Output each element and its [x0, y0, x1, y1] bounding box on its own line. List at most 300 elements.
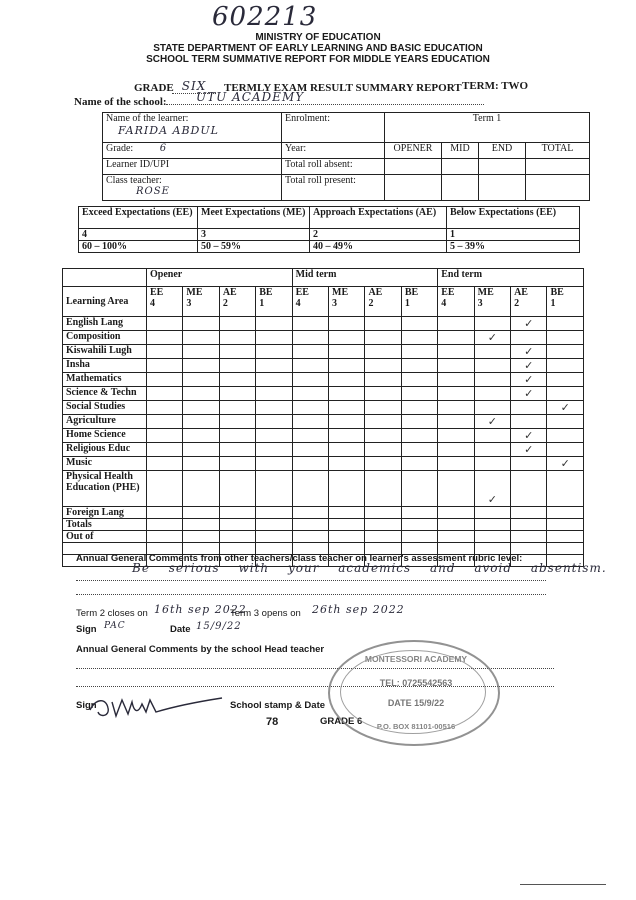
- subject-label: Social Studies: [63, 401, 147, 415]
- level-code: ME: [332, 287, 349, 298]
- subject-label: Agriculture: [63, 415, 147, 429]
- result-cell: [547, 359, 584, 373]
- result-cell: [365, 471, 401, 507]
- result-cell: [292, 471, 328, 507]
- level-header: [292, 287, 328, 317]
- sign-label-2: Sign: [76, 700, 97, 711]
- result-cell: [292, 519, 328, 531]
- table-row: [63, 457, 584, 471]
- col-total: TOTAL: [526, 143, 590, 159]
- learner-name-value: FARIDA ABDUL: [118, 124, 219, 137]
- result-cell: [292, 317, 328, 331]
- result-tick: ✓: [474, 331, 510, 345]
- opener-header: Opener: [147, 269, 293, 287]
- result-cell: [147, 471, 183, 507]
- teacher-cell: [103, 175, 282, 201]
- result-cell: [329, 507, 365, 519]
- sign-value-1: PAC: [104, 621, 126, 631]
- result-cell: [147, 415, 183, 429]
- table-row: [63, 507, 584, 519]
- result-cell: [256, 429, 292, 443]
- subject-label: Science & Techn: [63, 387, 147, 401]
- result-cell: [256, 531, 292, 543]
- level-code: BE: [259, 287, 273, 298]
- subject-label: Kiswahili Lugh: [63, 345, 147, 359]
- result-cell: [183, 457, 219, 471]
- result-cell: [183, 415, 219, 429]
- result-cell: [219, 373, 255, 387]
- result-cell: [401, 387, 437, 401]
- result-tick: ✓: [511, 359, 547, 373]
- report-title: TERMLY EXAM RESULT SUMMARY REPORT: [224, 82, 462, 94]
- table-row: [63, 471, 584, 507]
- result-cell: [329, 471, 365, 507]
- result-cell: [474, 507, 510, 519]
- subject-label: Totals: [63, 519, 147, 531]
- subject-label: Composition: [63, 331, 147, 345]
- result-cell: [183, 471, 219, 507]
- rubric-be-points: 1: [447, 229, 580, 241]
- grade-cell: [103, 143, 282, 159]
- result-cell: [438, 471, 474, 507]
- empty-cell: [547, 543, 584, 555]
- term1-label: Term 1: [385, 113, 590, 143]
- result-cell: [365, 507, 401, 519]
- result-cell: [547, 387, 584, 401]
- term-label: TERM: TWO: [462, 80, 529, 92]
- table-row: [63, 531, 584, 543]
- level-code: BE: [404, 287, 419, 298]
- level-header: [183, 287, 219, 317]
- result-cell: [183, 429, 219, 443]
- result-cell: [438, 331, 474, 345]
- table-row: [63, 401, 584, 415]
- present-label: Total roll present:: [282, 175, 385, 201]
- result-cell: [365, 387, 401, 401]
- result-cell: [219, 443, 255, 457]
- rubric-ae-range: 40 – 49%: [310, 241, 447, 253]
- subject-label: Religious Educ: [63, 443, 147, 457]
- level-header: [365, 287, 401, 317]
- rubric-be: Below Expectations (EE): [447, 207, 580, 229]
- result-cell: [547, 317, 584, 331]
- result-cell: [401, 345, 437, 359]
- result-cell: [511, 507, 547, 519]
- result-cell: [329, 331, 365, 345]
- result-cell: [219, 387, 255, 401]
- empty-cell: [479, 159, 526, 175]
- result-cell: [183, 373, 219, 387]
- result-tick: ✓: [511, 345, 547, 359]
- result-cell: [329, 345, 365, 359]
- result-cell: [474, 429, 510, 443]
- result-cell: [147, 429, 183, 443]
- result-cell: [438, 345, 474, 359]
- result-cell: [329, 443, 365, 457]
- result-cell: [474, 531, 510, 543]
- grade-label: GRADE: [134, 82, 174, 94]
- result-cell: [219, 415, 255, 429]
- result-cell: [219, 331, 255, 345]
- rubric-ae-points: 2: [310, 229, 447, 241]
- result-cell: [547, 471, 584, 507]
- subject-label: Out of: [63, 531, 147, 543]
- subject-label: English Lang: [63, 317, 147, 331]
- result-tick: ✓: [511, 429, 547, 443]
- result-cell: [183, 507, 219, 519]
- col-end: END: [479, 143, 526, 159]
- level-code: AE: [368, 287, 383, 298]
- teacher-label: Class teacher:: [106, 175, 162, 186]
- empty-cell: [442, 175, 479, 201]
- school-label: Name of the school:: [74, 96, 167, 108]
- result-cell: [438, 373, 474, 387]
- result-cell: [219, 519, 255, 531]
- result-cell: [256, 387, 292, 401]
- level-header: [474, 287, 510, 317]
- result-cell: [292, 531, 328, 543]
- result-tick: ✓: [511, 317, 547, 331]
- result-cell: [329, 373, 365, 387]
- result-cell: [474, 359, 510, 373]
- result-cell: [183, 519, 219, 531]
- table-row: [63, 331, 584, 345]
- teacher-value: ROSE: [136, 186, 170, 197]
- empty-cell: [526, 175, 590, 201]
- term3-label: Term 3 opens on: [230, 608, 301, 619]
- sign-label-1: Sign: [76, 624, 97, 635]
- result-cell: [183, 317, 219, 331]
- result-cell: [474, 443, 510, 457]
- result-cell: [147, 359, 183, 373]
- result-cell: [511, 471, 547, 507]
- result-cell: [401, 457, 437, 471]
- result-cell: [438, 387, 474, 401]
- result-cell: [147, 387, 183, 401]
- result-cell: [474, 401, 510, 415]
- result-cell: [365, 401, 401, 415]
- result-cell: [256, 373, 292, 387]
- result-cell: [147, 345, 183, 359]
- result-cell: [256, 317, 292, 331]
- table-row: [63, 519, 584, 531]
- result-cell: [511, 401, 547, 415]
- result-cell: [438, 401, 474, 415]
- level-points: 1: [550, 298, 556, 309]
- rubric-me-points: 3: [198, 229, 310, 241]
- result-cell: [147, 531, 183, 543]
- result-cell: [438, 457, 474, 471]
- result-cell: [256, 443, 292, 457]
- result-tick: ✓: [511, 373, 547, 387]
- result-tick: ✓: [474, 471, 510, 507]
- rubric-be-range: 5 – 39%: [447, 241, 580, 253]
- result-cell: [256, 415, 292, 429]
- result-tick: ✓: [547, 401, 584, 415]
- ministry-header: [0, 32, 636, 65]
- result-cell: [365, 519, 401, 531]
- empty-cell: [385, 175, 442, 201]
- result-cell: [329, 359, 365, 373]
- level-points: 4: [441, 298, 447, 309]
- result-cell: [292, 331, 328, 345]
- learner-name-cell: [103, 113, 282, 143]
- subject-label: Insha: [63, 359, 147, 373]
- subject-label: Home Science: [63, 429, 147, 443]
- result-cell: [438, 415, 474, 429]
- result-cell: [329, 429, 365, 443]
- result-tick: ✓: [547, 457, 584, 471]
- level-header: [147, 287, 183, 317]
- result-cell: [183, 331, 219, 345]
- result-cell: [147, 457, 183, 471]
- result-cell: [256, 519, 292, 531]
- level-points: 2: [368, 298, 374, 309]
- result-cell: [401, 507, 437, 519]
- result-cell: [547, 531, 584, 543]
- subject-label: Physical Health Education (PHE): [63, 471, 147, 507]
- result-cell: [438, 507, 474, 519]
- result-cell: [147, 373, 183, 387]
- result-cell: [292, 387, 328, 401]
- level-points: 1: [404, 298, 410, 309]
- result-cell: [401, 471, 437, 507]
- result-cell: [547, 373, 584, 387]
- result-cell: [401, 531, 437, 543]
- result-cell: [438, 429, 474, 443]
- result-cell: [401, 373, 437, 387]
- result-cell: [292, 359, 328, 373]
- result-cell: [256, 345, 292, 359]
- result-cell: [438, 443, 474, 457]
- signature: [86, 688, 226, 722]
- result-cell: [147, 331, 183, 345]
- result-cell: [547, 331, 584, 345]
- stamp-box-text: P.O. BOX 81101-00516: [376, 722, 456, 731]
- result-cell: [329, 519, 365, 531]
- result-cell: [147, 317, 183, 331]
- level-code: ME: [477, 287, 494, 298]
- result-cell: [511, 531, 547, 543]
- level-points: 3: [477, 298, 483, 309]
- result-cell: [547, 507, 584, 519]
- endterm-header: End term: [438, 269, 584, 287]
- result-cell: [183, 531, 219, 543]
- stamp-date-text: DATE 15/9/22: [387, 698, 445, 708]
- result-cell: [147, 507, 183, 519]
- upi-label: Learner ID/UPI: [103, 159, 282, 175]
- result-cell: [365, 359, 401, 373]
- result-cell: [365, 317, 401, 331]
- result-cell: [438, 531, 474, 543]
- result-tick: ✓: [511, 443, 547, 457]
- result-cell: [183, 387, 219, 401]
- result-cell: [292, 429, 328, 443]
- school-value: UTU ACADEMY: [166, 90, 484, 105]
- rubric-ee: Exceed Expectations (EE): [79, 207, 198, 229]
- level-header: [401, 287, 437, 317]
- result-cell: [511, 519, 547, 531]
- rubric-ee-range: 60 – 100%: [79, 241, 198, 253]
- enrolment-label: Enrolment:: [282, 113, 385, 143]
- school-stamp: [328, 640, 500, 746]
- empty-cell: [479, 175, 526, 201]
- result-cell: [256, 331, 292, 345]
- rubric-ee-points: 4: [79, 229, 198, 241]
- level-header: [329, 287, 365, 317]
- result-cell: [183, 345, 219, 359]
- document-number: 602213: [212, 2, 318, 32]
- learner-grade-value: 6: [159, 143, 168, 154]
- level-header: [256, 287, 292, 317]
- level-points: 1: [259, 298, 265, 309]
- result-cell: [401, 519, 437, 531]
- col-mid: MID: [442, 143, 479, 159]
- result-cell: [329, 317, 365, 331]
- result-cell: [401, 331, 437, 345]
- result-cell: [511, 415, 547, 429]
- result-cell: [511, 331, 547, 345]
- level-code: BE: [550, 287, 564, 298]
- table-row: [63, 429, 584, 443]
- result-cell: [219, 429, 255, 443]
- footer-grade: GRADE 6: [320, 716, 363, 727]
- result-cell: [438, 519, 474, 531]
- comment-line-2: [76, 584, 546, 595]
- result-cell: [401, 317, 437, 331]
- teacher-comments-label: Annual General Comments from other teachers/class teacher on learner's assessment rubric level:: [76, 553, 523, 564]
- result-cell: [474, 457, 510, 471]
- level-code: ME: [186, 287, 203, 298]
- year-label: Year:: [282, 143, 385, 159]
- result-cell: [292, 443, 328, 457]
- table-row: [63, 443, 584, 457]
- subject-label: Music: [63, 457, 147, 471]
- result-cell: [219, 531, 255, 543]
- rubric-ae: Approach Expectations (AE): [310, 207, 447, 229]
- header-line-3: SCHOOL TERM SUMMATIVE REPORT FOR MIDDLE YEARS EDUCATION: [146, 54, 490, 65]
- result-cell: [329, 531, 365, 543]
- result-cell: [547, 429, 584, 443]
- absent-label: Total roll absent:: [282, 159, 385, 175]
- result-cell: [292, 373, 328, 387]
- col-opener: OPENER: [385, 143, 442, 159]
- result-cell: [183, 401, 219, 415]
- result-cell: [183, 443, 219, 457]
- result-cell: [547, 443, 584, 457]
- result-cell: [365, 415, 401, 429]
- level-code: EE: [295, 287, 309, 298]
- result-cell: [219, 507, 255, 519]
- result-cell: [438, 359, 474, 373]
- result-cell: [292, 457, 328, 471]
- result-cell: [511, 457, 547, 471]
- result-cell: [474, 387, 510, 401]
- date-value-1: 15/9/22: [196, 621, 242, 632]
- result-cell: [219, 471, 255, 507]
- result-cell: [365, 331, 401, 345]
- results-table: [62, 268, 584, 567]
- result-cell: [219, 317, 255, 331]
- result-cell: [365, 457, 401, 471]
- page-number: 78: [266, 716, 279, 728]
- date-label-1: Date: [170, 624, 191, 635]
- result-cell: [365, 443, 401, 457]
- result-cell: [329, 415, 365, 429]
- rubric-me: Meet Expectations (ME): [198, 207, 310, 229]
- scan-mark: [520, 884, 606, 885]
- level-header: [547, 287, 584, 317]
- result-cell: [401, 415, 437, 429]
- result-cell: [547, 415, 584, 429]
- empty-cell: [385, 159, 442, 175]
- result-cell: [292, 345, 328, 359]
- result-cell: [219, 401, 255, 415]
- rubric-table: [78, 206, 580, 253]
- level-header: [438, 287, 474, 317]
- empty-cell: [526, 159, 590, 175]
- result-cell: [474, 373, 510, 387]
- result-cell: [474, 345, 510, 359]
- result-cell: [438, 317, 474, 331]
- result-cell: [401, 429, 437, 443]
- result-cell: [547, 519, 584, 531]
- empty-corner: [63, 269, 147, 287]
- level-points: 2: [514, 298, 520, 309]
- level-code: AE: [222, 287, 237, 298]
- result-cell: [219, 359, 255, 373]
- learning-area-header: Learning Area: [63, 287, 147, 317]
- subject-label: Mathematics: [63, 373, 147, 387]
- level-points: 4: [150, 298, 155, 309]
- result-tick: ✓: [474, 415, 510, 429]
- level-code: EE: [441, 287, 455, 298]
- table-row: [63, 387, 584, 401]
- result-cell: [329, 387, 365, 401]
- table-row: [63, 359, 584, 373]
- result-cell: [147, 443, 183, 457]
- result-cell: [292, 401, 328, 415]
- learner-grade-label: Grade:: [106, 143, 134, 154]
- table-row: [63, 415, 584, 429]
- result-cell: [547, 345, 584, 359]
- subject-label: Foreign Lang: [63, 507, 147, 519]
- result-cell: [256, 471, 292, 507]
- result-cell: [147, 519, 183, 531]
- level-code: EE: [150, 287, 164, 298]
- level-header: [219, 287, 255, 317]
- empty-cell: [442, 159, 479, 175]
- stamp-date-label: School stamp & Date: [230, 700, 326, 711]
- level-points: 2: [222, 298, 228, 309]
- level-points: 4: [295, 298, 301, 309]
- result-cell: [256, 507, 292, 519]
- level-points: 3: [186, 298, 192, 309]
- level-code: AE: [514, 287, 528, 298]
- level-points: 3: [332, 298, 338, 309]
- result-cell: [474, 317, 510, 331]
- stamp-tel-text: TEL: 0725542563: [379, 678, 453, 688]
- result-cell: [292, 415, 328, 429]
- result-cell: [401, 401, 437, 415]
- result-cell: [256, 457, 292, 471]
- table-row: [63, 345, 584, 359]
- head-comments-label: Annual General Comments by the school Head teacher: [76, 644, 325, 655]
- result-cell: [219, 345, 255, 359]
- result-cell: [474, 519, 510, 531]
- result-cell: [183, 359, 219, 373]
- result-cell: [365, 429, 401, 443]
